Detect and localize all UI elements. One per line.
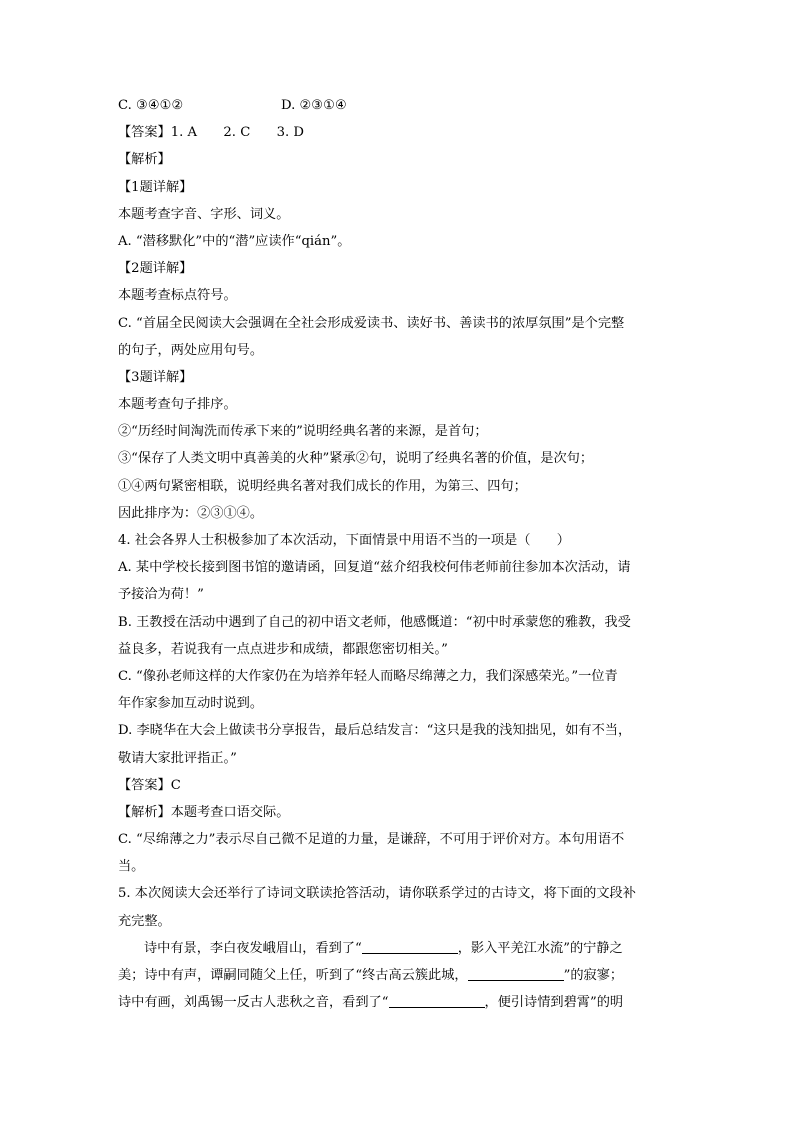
q5-stem-cont: 充完整。 bbox=[118, 913, 171, 929]
q4-option-a: A. 某中学校长接到图书馆的邀请函，回复道“兹介绍我校何伟老师前往参加本次活动，请 bbox=[118, 560, 631, 576]
q1-line: A. “潜移默化”中的“潜”应读作“qián”。 bbox=[118, 233, 351, 249]
fill-blank-2[interactable] bbox=[468, 964, 564, 981]
q4-option-b: B. 王教授在活动中遇到了自己的初中语文老师，他感慨道：“初中时承蒙您的雅教，我受 bbox=[118, 614, 631, 630]
q3-line: ③“保存了人类文明中真善美的火种”紧承②句，说明了经典名著的价值，是次句； bbox=[118, 451, 594, 467]
q4-explanation-cont: 当。 bbox=[118, 859, 145, 875]
q3-line: 因此排序为：②③①④。 bbox=[118, 505, 264, 521]
q3-line: ②“历经时间淘洗而传承下来的”说明经典名著的来源，是首句； bbox=[118, 424, 488, 440]
q5-passage-line-1 bbox=[118, 935, 674, 962]
q2-line: C. “首届全民阅读大会强调在全社会形成爱读书、读好书、善读书的浓厚氛围”是个完整 bbox=[118, 315, 625, 331]
q2-header: 【2题详解】 bbox=[118, 261, 193, 277]
document-page bbox=[118, 92, 674, 1016]
q2-line: 的句子，两处应用句号。 bbox=[118, 342, 264, 358]
q4-explanation: C. “尽绵薄之力”表示尽自己微不足道的力量，是谦辞，不可用于评价对方。本句用语不 bbox=[118, 832, 625, 848]
options-row bbox=[118, 92, 674, 119]
q5-text: 美；诗中有声，谭嗣同随父上任，听到了“终古高云簇此城， bbox=[118, 968, 468, 983]
q5-stem: 5. 本次阅读大会还举行了诗词文联读抢答活动，请你联系学过的古诗文，将下面的文段补 bbox=[118, 886, 636, 902]
q5-passage-line-2 bbox=[118, 962, 674, 989]
q4-option-c: C. “像孙老师这样的大作家仍在为培养年轻人而略尽绵薄之力，我们深感荣光。”一位青 bbox=[118, 668, 618, 684]
fill-blank-1[interactable] bbox=[362, 937, 458, 954]
option-d: D. ②③①④ bbox=[281, 98, 347, 113]
q4-option-a-cont: 予接洽为荷！” bbox=[118, 587, 204, 603]
q4-option-d: D. 李晓华在大会上做读书分享报告，最后总结发言：“这只是我的浅知拙见，如有不当， bbox=[118, 723, 632, 739]
q5-text: ，便引诗情到碧霄”的明 bbox=[484, 995, 624, 1011]
q1-line: 本题考查字音、字形、词义。 bbox=[118, 206, 290, 222]
q5-text: 诗中有画，刘禹锡一反古人悲秋之音，看到了“ bbox=[118, 995, 389, 1011]
q5-text: ”的寂寥； bbox=[563, 968, 624, 983]
q4-option-c-cont: 年作家参加互动时说到。 bbox=[118, 696, 264, 712]
q3-line: ①④两句紧密相联，说明经典名著对我们成长的作用，为第三、四句； bbox=[118, 478, 527, 494]
q3-header: 【3题详解】 bbox=[118, 369, 193, 385]
fill-blank-3[interactable] bbox=[389, 991, 485, 1008]
q4-option-b-cont: 益良多，若说我有一点点进步和成绩，都跟您密切相关。” bbox=[118, 641, 448, 657]
q3-line: 本题考查句子排序。 bbox=[118, 397, 237, 413]
q4-answer: 【答案】C bbox=[118, 777, 181, 793]
option-c: C. ③④①② bbox=[118, 98, 184, 113]
analysis-header: 【解析】 bbox=[118, 152, 171, 168]
q5-passage-line-3 bbox=[118, 989, 674, 1016]
q4-stem: 4. 社会各界人士积极参加了本次活动，下面情景中用语不当的一项是（ ） bbox=[118, 533, 570, 548]
q5-text: ，影入平羌江水流”的宁静之 bbox=[457, 940, 623, 956]
q1-header: 【1题详解】 bbox=[118, 179, 193, 195]
answer-1-3: 【答案】1. A 2. C 3. D bbox=[118, 125, 305, 141]
q2-line: 本题考查标点符号。 bbox=[118, 288, 237, 304]
q4-option-d-cont: 敬请大家批评指正。” bbox=[118, 750, 237, 766]
q5-text: 诗中有景，李白夜发峨眉山，看到了“ bbox=[144, 940, 362, 956]
q4-analysis: 【解析】本题考查口语交际。 bbox=[118, 804, 290, 820]
